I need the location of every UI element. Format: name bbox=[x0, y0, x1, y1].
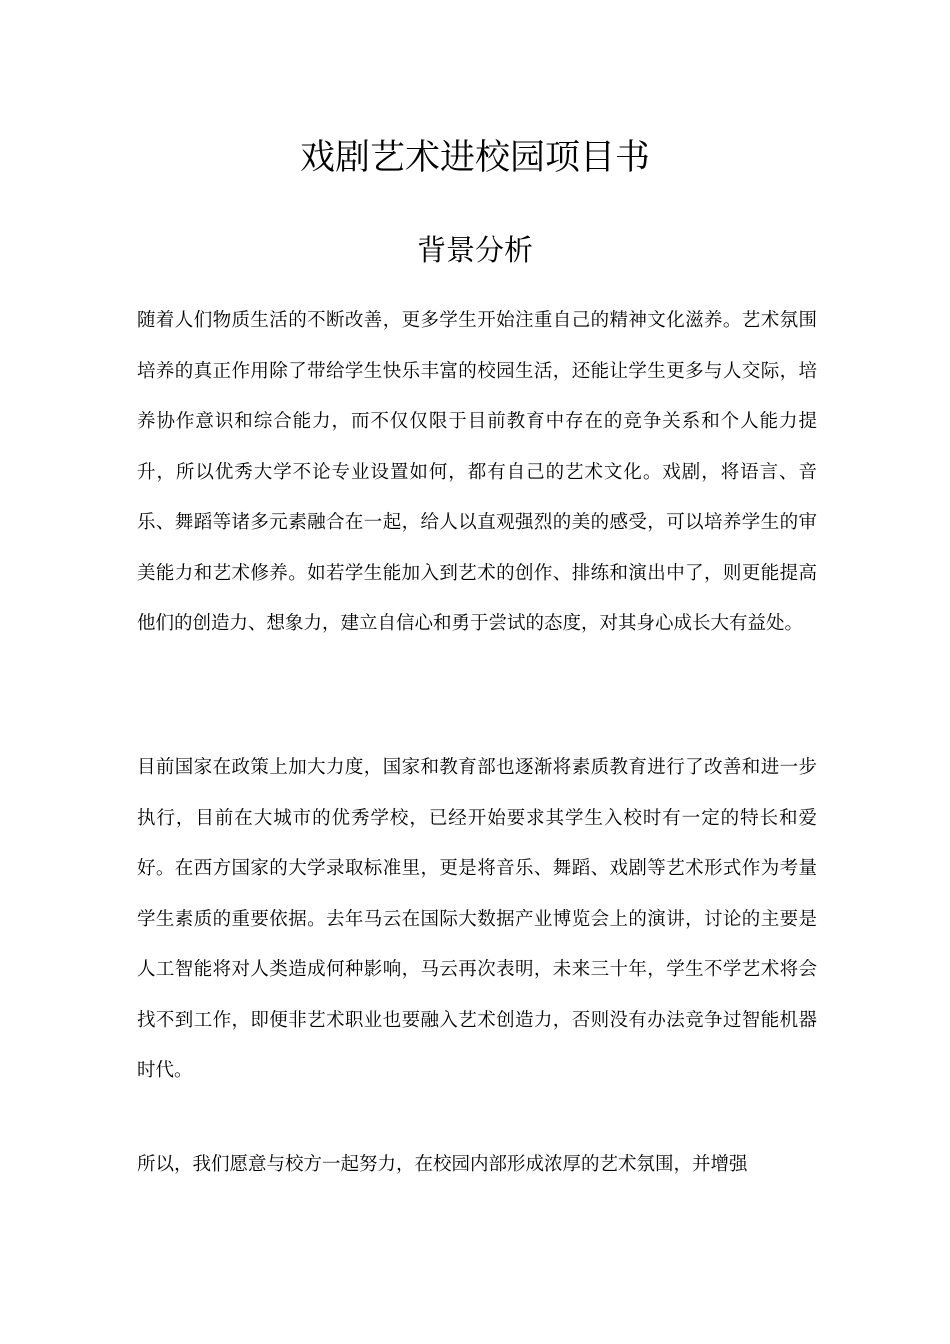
section-heading: 背景分析 bbox=[416, 233, 533, 267]
paragraph-2: 目前国家在政策上加大力度，国家和教育部也逐渐将素质教育进行了改善和进一步执行，目前在大城市的优秀学校，已经开始要求其学生入校时有一定的特长和爱好。在西方国家的大学录取标准里，更是将音乐、舞蹈、戏剧等艺术形式作为考量学生素质的重要依据。去年马云在国际大数据产业博览会上的演讲，讨论的主要是人工智能将对人类造成何种影响，马云再次表明，未来三十年，学生不学艺术将会找不到工作，即便非艺术职业也要融入艺术创造力，否则没有办法竞争过智能机器时代。 bbox=[137, 757, 817, 1081]
document-title: 戏剧艺术进校园项目书 bbox=[299, 138, 650, 178]
paragraph-3: 所以，我们愿意与校方一起努力，在校园内部形成浓厚的艺术氛围，并增强 bbox=[137, 1154, 748, 1175]
paragraph-1: 随着人们物质生活的不断改善，更多学生开始注重自己的精神文化滋养。艺术氛围培养的真正作用除了带给学生快乐丰富的校园生活，还能让学生更多与人交际，培养协作意识和综合能力，而不仅仅限于目前教育中存在的竞争关系和个人能力提升，所以优秀大学不论专业设置如何，都有自己的艺术文化。戏剧，将语言、音乐、舞蹈等诸多元素融合在一起，给人以直观强烈的美的感受，可以培养学生的审美能力和艺术修养。如若学生能加入到艺术的创作、排练和演出中了，则更能提高他们的创造力、想象力，建立自信心和勇于尝试的态度，对其身心成长大有益处。 bbox=[137, 310, 817, 634]
